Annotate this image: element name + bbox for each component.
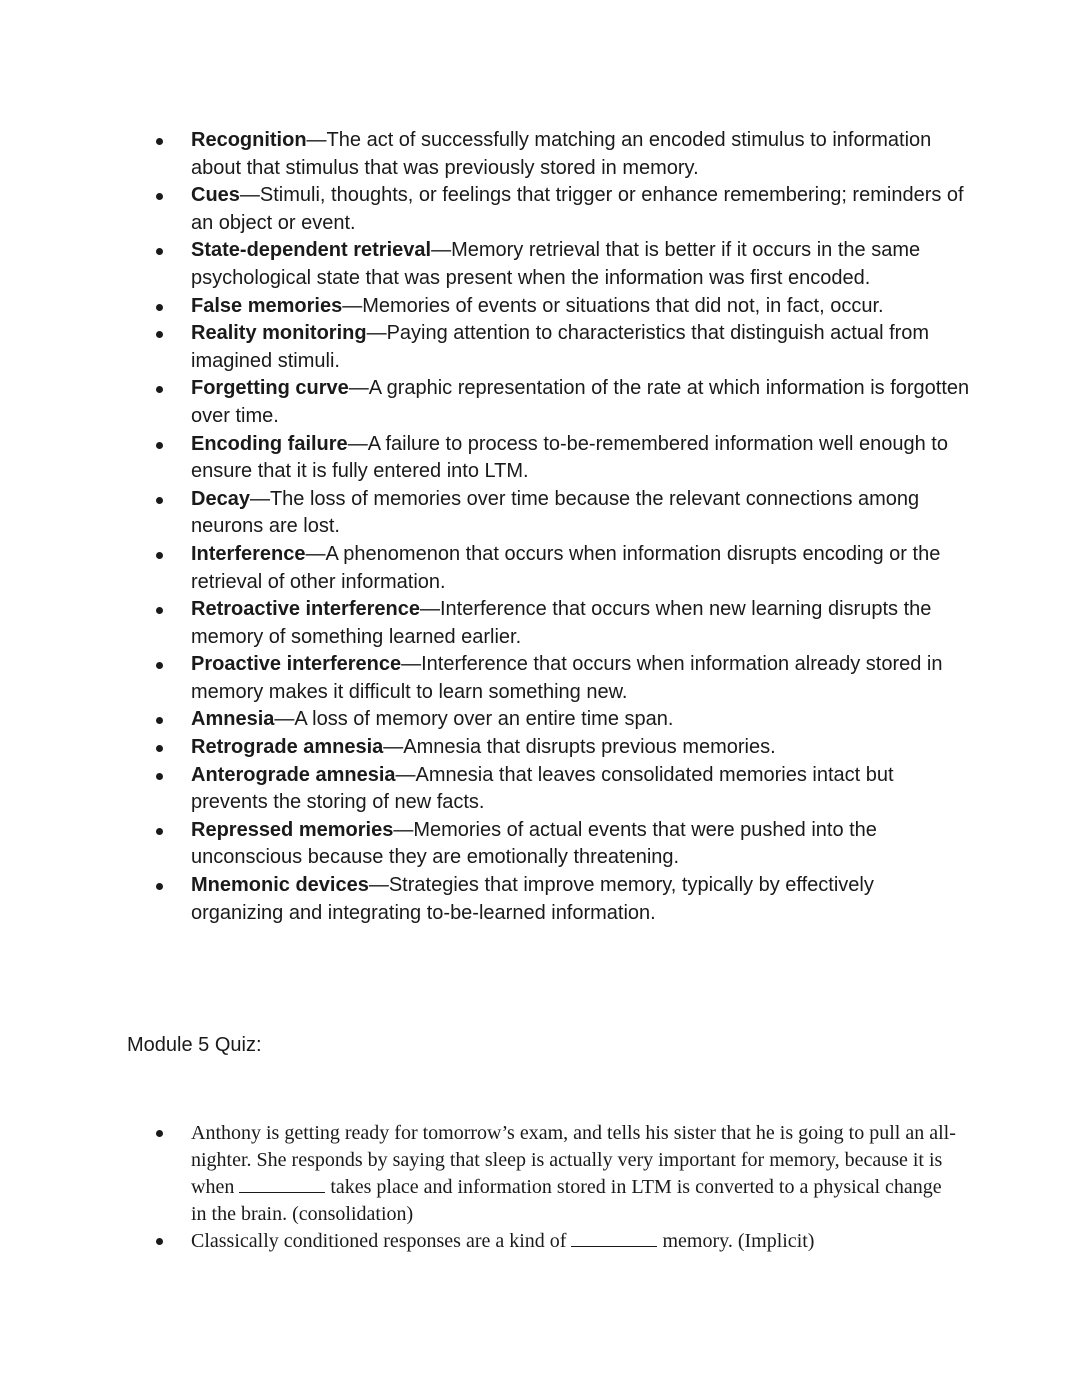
quiz-text-before: Anthony is getting ready for tomorrow’s exam, and tells his sister that he is going to pull an all-nighter. She responds by saying that sleep is actually very important for memory, because it is when [191, 1122, 956, 1198]
list-item [0, 651, 1080, 706]
bullet-icon [156, 248, 163, 255]
list-item [0, 486, 1080, 541]
bullet-icon [156, 552, 163, 559]
list-item [0, 541, 1080, 596]
term-name: Encoding failure [191, 432, 348, 455]
term-definition: —Memories of actual events that were pushed into the unconscious because they are emotionally threatening. [191, 818, 877, 869]
term-name: Proactive interference [191, 653, 402, 676]
bullet-icon [156, 773, 163, 780]
term-name: State-dependent retrieval [191, 239, 432, 262]
module-title: Module 5 Quiz: [127, 1034, 262, 1056]
bullet-icon [156, 745, 163, 752]
term-name: Reality monitoring [191, 322, 367, 345]
term-definition: —A failure to process to-be-remembered information well enough to ensure that it is fully entered into LTM. [191, 432, 948, 483]
term-definition: —The act of successfully matching an encoded stimulus to information about that stimulus that was previously stored in memory. [191, 129, 932, 179]
list-item [0, 596, 1080, 651]
bullet-icon [156, 662, 163, 669]
term-definition: —Interference that occurs when information already stored in memory makes it difficult to learn something new. [191, 653, 943, 703]
term-name: Retroactive interference [191, 598, 420, 621]
bullet-icon [156, 883, 163, 890]
quiz-item [0, 1228, 1080, 1255]
term-name: Interference [191, 542, 306, 565]
term-name: Cues [191, 184, 240, 207]
term-name: Recognition [191, 129, 307, 151]
quiz-list [0, 1120, 1080, 1255]
bullet-icon [156, 193, 163, 200]
term-name: Mnemonic devices [191, 874, 369, 897]
bullet-icon [156, 717, 163, 724]
term-name: Anterograde amnesia [191, 763, 396, 786]
list-item [0, 293, 1080, 321]
list-item [0, 817, 1080, 872]
term-definition: —A loss of memory over an entire time span. [274, 708, 674, 731]
bullet-icon [156, 1130, 163, 1137]
term-name: False memories [191, 294, 343, 317]
list-item [0, 706, 1080, 734]
term-name: Forgetting curve [191, 377, 349, 400]
bullet-icon [156, 442, 163, 449]
bullet-icon [156, 138, 163, 145]
term-name: Decay [191, 487, 250, 510]
bullet-icon [156, 607, 163, 614]
term-definition: —A phenomenon that occurs when information disrupts encoding or the retrieval of other information. [191, 542, 941, 593]
list-item [0, 237, 1080, 292]
term-definition: —Memories of events or situations that did not, in fact, occur. [342, 294, 884, 317]
list-item [0, 431, 1080, 486]
glossary-list [0, 127, 1080, 927]
term-name: Repressed memories [191, 818, 394, 841]
answer-blank [571, 1230, 657, 1247]
term-definition: —Memory retrieval that is better if it occurs in the same psychological state that was present when the information was first encoded. [191, 239, 921, 289]
quiz-text-after: takes place and information stored in LTM is converted to a physical change in the brain. (consolidation) [191, 1176, 942, 1225]
list-item [0, 375, 1080, 430]
quiz-text-before: Classically conditioned responses are a kind of [191, 1230, 572, 1252]
list-item [0, 872, 1080, 927]
term-name: Amnesia [191, 708, 275, 731]
term-definition: —Amnesia that leaves consolidated memories intact but prevents the storing of new facts. [191, 763, 894, 814]
bullet-icon [156, 828, 163, 835]
term-definition: —A graphic representation of the rate at which information is forgotten over time. [191, 377, 970, 427]
term-definition: —Strategies that improve memory, typically by effectively organizing and integrating to-be-learned information. [191, 874, 874, 924]
list-item [0, 127, 1080, 182]
list-item [0, 762, 1080, 817]
quiz-item [0, 1120, 1080, 1228]
bullet-icon [156, 497, 163, 504]
term-definition: —The loss of memories over time because the relevant connections among neurons are lost. [191, 487, 920, 538]
bullet-icon [156, 304, 163, 311]
quiz-text-after: memory. (Implicit) [657, 1230, 815, 1252]
term-definition: —Amnesia that disrupts previous memories. [383, 736, 776, 759]
bullet-icon [156, 331, 163, 338]
term-definition: —Paying attention to characteristics that distinguish actual from imagined stimuli. [191, 322, 930, 372]
term-definition: —Stimuli, thoughts, or feelings that trigger or enhance remembering; reminders of an object or event. [191, 184, 964, 234]
list-item [0, 182, 1080, 237]
list-item [0, 320, 1080, 375]
answer-blank [239, 1176, 325, 1193]
bullet-icon [156, 386, 163, 393]
term-name: Retrograde amnesia [191, 736, 384, 759]
term-definition: —Interference that occurs when new learning disrupts the memory of something learned earlier. [191, 598, 932, 648]
bullet-icon [156, 1238, 163, 1245]
list-item [0, 734, 1080, 762]
